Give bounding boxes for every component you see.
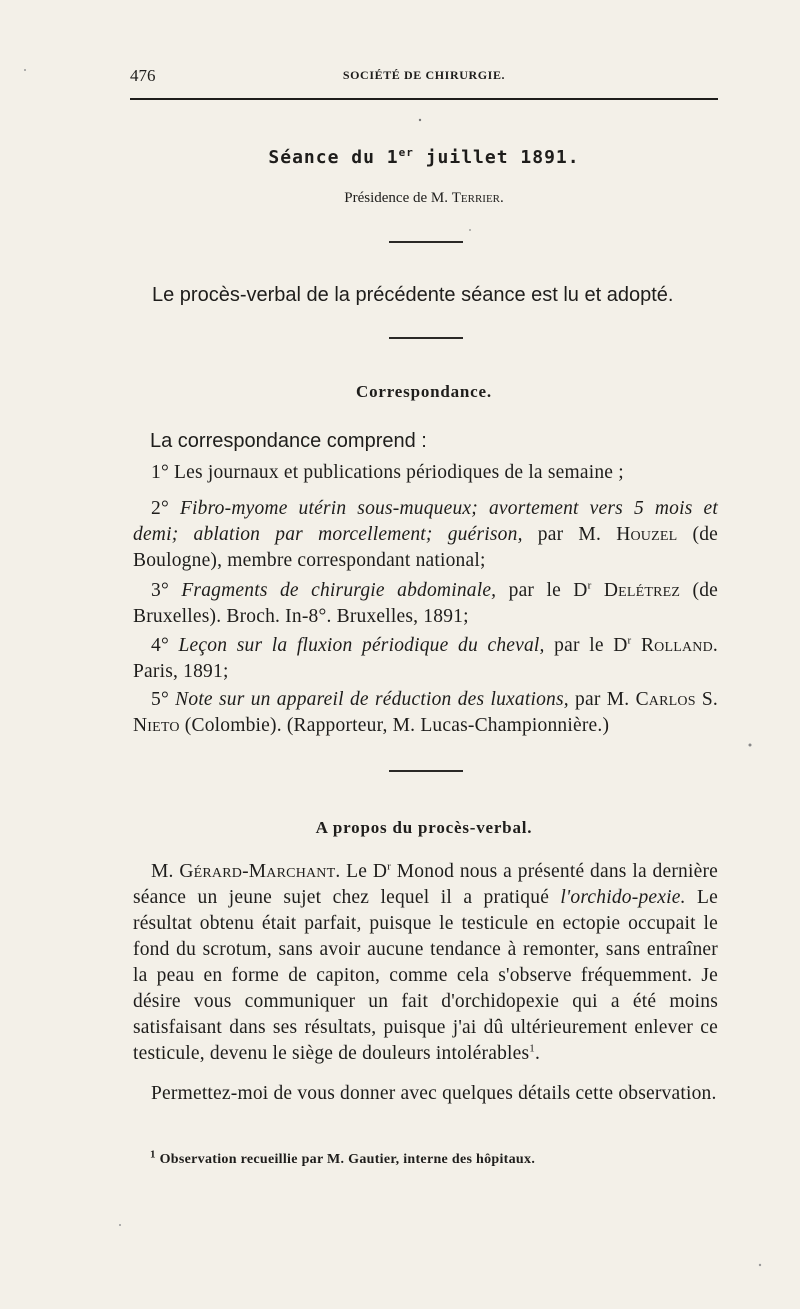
item-title: Leçon sur la fluxion périodique du cheval,: [178, 635, 545, 656]
item-tail: (de Boulogne), membre correspondant national;: [133, 524, 718, 571]
item-author: Delétrez: [603, 580, 681, 601]
correspondance-intro: La correspondance comprend :: [150, 430, 427, 452]
item-number: 2°: [151, 498, 180, 519]
proces-verbal-line: Le procès-verbal de la précédente séance est lu et adopté.: [152, 284, 674, 306]
item-number: 5°: [151, 689, 176, 710]
item-tail: Paris, 1891;: [133, 661, 229, 682]
correspondance-item-1: 1° Les journaux et publications périodiques de la semaine ;: [151, 462, 624, 483]
item-title: Fragments de chirurgie abdominale,: [181, 580, 497, 601]
item-by: par le D: [544, 635, 628, 656]
item-title: Note sur un appareil de réduction des luxations,: [175, 689, 569, 710]
section-title-correspondance: Correspondance.: [356, 382, 492, 401]
p1-dr-sup: r: [387, 860, 392, 873]
p1-end: .: [534, 1043, 541, 1064]
page-number: 476: [130, 66, 156, 85]
footnote-ref: 1: [529, 1042, 535, 1055]
item-dr-sup: r: [587, 579, 592, 592]
item-number: 3°: [151, 580, 182, 601]
footnote-mark: 1: [150, 1148, 156, 1161]
p1-text-c: Le résultat obtenu était parfait, puisque le testicule en ectopie occupait le fond du scrotum, sans avoir aucune tendance à remonter, sans entraîner la peau en forme de capiton, comme cela s'observe fréquemment. Je désire vous communiquer un fait d'orchidopexie qui a été moins satisfaisant dans ses résultats, puisque j'ai dû ultérieurement enlever ce testicule, devenu le siège de douleurs intolérables: [133, 887, 718, 1064]
p1-text-b: Monod nous a présenté dans la dernière séance un jeune sujet chez lequel il a pratiqué: [133, 861, 718, 908]
item-tail: (de Bruxelles). Broch. In-8°. Bruxelles, 1891;: [133, 580, 719, 627]
item-by: par le D: [496, 580, 588, 601]
presidence-prefix: Présidence de M.: [344, 190, 452, 206]
item-number: 4°: [151, 635, 179, 656]
p1-italic: l'orchido-pexie.: [560, 887, 686, 908]
seance-title-rest: juillet 1891.: [413, 147, 580, 168]
seance-title-date-part: Séance du 1: [268, 147, 399, 168]
seance-title-sup: er: [398, 146, 414, 159]
speaker-name: M. Gérard-Marchant.: [151, 861, 341, 882]
item-dr-sup: r: [627, 634, 632, 647]
item-author: Rolland.: [640, 635, 718, 656]
footnote-text: Observation recueillie par M. Gautier, interne des hôpitaux.: [155, 1152, 536, 1167]
section-title-propos: A propos du procès-verbal.: [315, 818, 533, 837]
item-tail: (Colombie). (Rapporteur, M. Lucas-Championnière.): [179, 715, 610, 736]
p1-text-a: Le D: [340, 861, 388, 882]
item-author: Carlos S. Nieto: [133, 689, 718, 736]
item-author: Houzel: [616, 524, 678, 545]
item-by: par M.: [522, 524, 617, 545]
president-name: Terrier.: [451, 190, 504, 206]
propos-paragraph-2: Permettez-moi de vous donner avec quelques détails cette observation.: [151, 1083, 717, 1104]
item-title: Fibro-myome utérin sous-muqueux; avortement vers 5 mois et demi; ablation par morcellement; guérison,: [133, 498, 718, 545]
running-head: SOCIÉTÉ DE CHIRURGIE.: [342, 68, 506, 82]
item-by: par M.: [568, 689, 636, 710]
